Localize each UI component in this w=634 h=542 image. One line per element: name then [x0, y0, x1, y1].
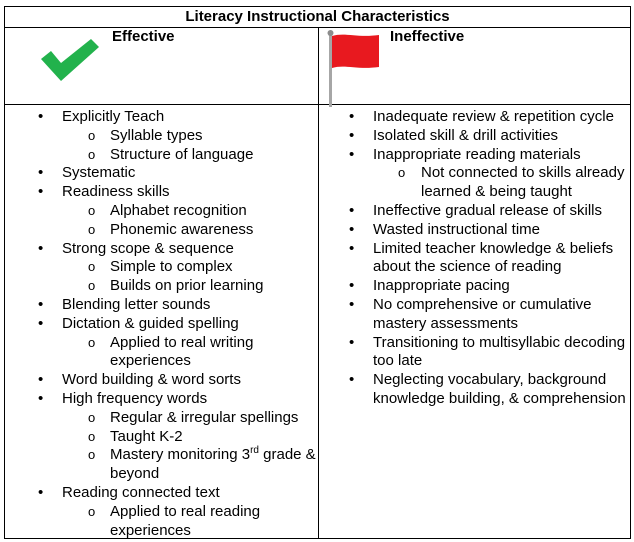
effective-sub-item [5, 202, 318, 221]
item-text: Applied to real reading experiences [110, 502, 261, 539]
ineffective-heading: Ineffective [390, 28, 465, 45]
item-text: Explicitly Teach [62, 108, 165, 125]
effective-sub-item [5, 334, 318, 372]
ineffective-column [319, 108, 630, 409]
header-divider [5, 104, 630, 105]
item-text: Structure of language [110, 145, 254, 163]
effective-item [5, 164, 318, 183]
ineffective-item [319, 221, 630, 240]
effective-item [5, 371, 318, 390]
characteristics-table [4, 6, 631, 539]
item-text: Regular & irregular spellings [110, 408, 299, 426]
checkmark-icon [39, 35, 101, 85]
item-text: Inappropriate pacing [373, 277, 510, 295]
red-flag-icon [321, 25, 381, 107]
item-text: Simple to complex [110, 258, 233, 276]
ineffective-list [319, 108, 630, 409]
effective-item [5, 390, 318, 409]
effective-item [5, 108, 318, 127]
item-text: Alphabet recognition [110, 201, 247, 219]
item-text: Builds on prior learning [110, 277, 264, 295]
effective-sub-item [5, 277, 318, 296]
item-text: Mastery monitoring 3 [110, 446, 251, 464]
item-text: Wasted instructional time [373, 220, 541, 238]
item-text: High frequency words [62, 389, 208, 407]
item-text: Limited teacher knowledge & beliefs about the science of reading [373, 239, 614, 276]
effective-sub-item [5, 146, 318, 165]
item-text: Phonemic awareness [110, 220, 254, 238]
effective-sub-item [5, 503, 318, 541]
ineffective-item [319, 108, 630, 127]
effective-item [5, 240, 318, 259]
item-text: Transitioning to multisyllabic decoding too late [373, 333, 626, 370]
effective-item [5, 484, 318, 503]
item-text: Neglecting vocabulary, background knowledge building, & comprehension [373, 371, 626, 407]
ineffective-item [319, 371, 630, 409]
ineffective-sub-item [319, 164, 630, 202]
ineffective-item [319, 296, 630, 334]
effective-heading: Effective [112, 28, 175, 45]
effective-sub-item [5, 446, 318, 484]
ineffective-item [319, 127, 630, 146]
ineffective-item [319, 277, 630, 296]
item-superscript: rd [250, 445, 259, 457]
ineffective-item [319, 202, 630, 221]
item-text: Blending letter sounds [62, 295, 211, 313]
item-text: Reading connected text [62, 483, 220, 501]
item-text: Taught K-2 [110, 427, 183, 445]
item-text: Strong scope & sequence [62, 239, 234, 257]
effective-sub-item [5, 221, 318, 240]
effective-sub-item [5, 428, 318, 447]
item-text: Word building & word sorts [62, 371, 241, 389]
item-text: Applied to real writing experiences [110, 333, 254, 370]
item-text: Isolated skill & drill activities [373, 126, 559, 144]
effective-item [5, 315, 318, 334]
item-text: Inappropriate reading materials [373, 145, 581, 163]
item-text: Dictation & guided spelling [62, 314, 239, 332]
effective-list [5, 108, 318, 540]
effective-sub-item [5, 409, 318, 428]
item-text: Inadequate review & repetition cycle [373, 108, 614, 125]
item-text: Not connected to skills already learned & being taught [421, 164, 625, 201]
ineffective-item [319, 240, 630, 278]
effective-sub-item [5, 127, 318, 146]
effective-sub-item [5, 258, 318, 277]
item-text: No comprehensive or cumulative mastery assessments [373, 295, 592, 332]
table-title: Literacy Instructional Characteristics [5, 7, 630, 28]
item-text: Readiness skills [62, 183, 170, 201]
ineffective-item [319, 146, 630, 165]
item-text-tail: grade & beyond [110, 446, 316, 483]
effective-item [5, 296, 318, 315]
item-text: Syllable types [110, 126, 203, 144]
effective-item [5, 183, 318, 202]
item-text: Ineffective gradual release of skills [373, 201, 603, 219]
ineffective-item [319, 334, 630, 372]
effective-column [5, 108, 318, 540]
item-text: Systematic [62, 164, 136, 182]
